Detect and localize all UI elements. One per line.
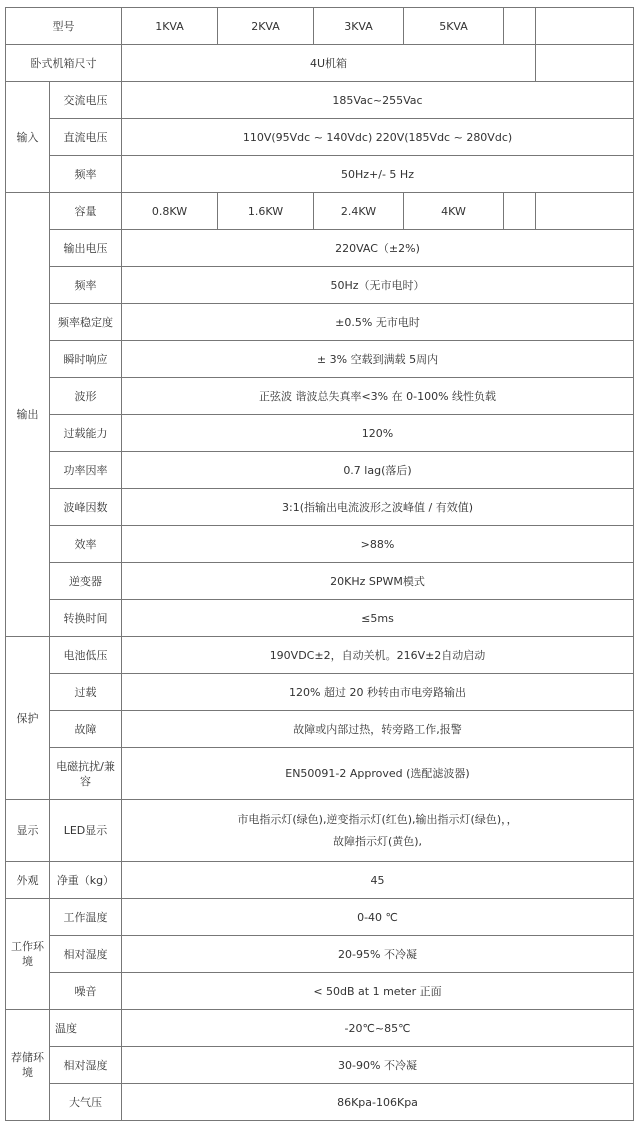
table-row bbox=[6, 800, 634, 862]
table-row bbox=[6, 230, 634, 267]
output-row-label: 频率稳定度 bbox=[50, 304, 122, 341]
protection-row-label: 故障 bbox=[50, 711, 122, 748]
output-row-label: 输出电压 bbox=[50, 230, 122, 267]
table-row bbox=[6, 1047, 634, 1084]
output-row-label: 逆变器 bbox=[50, 563, 122, 600]
protection-row-label: 电池低压 bbox=[50, 637, 122, 674]
output-row-value: ±0.5% 无市电时 bbox=[122, 304, 634, 341]
output-row-label: 波形 bbox=[50, 378, 122, 415]
table-row bbox=[6, 267, 634, 304]
input-ac-voltage-value: 185Vac~255Vac bbox=[122, 82, 634, 119]
output-row-label: 频率 bbox=[50, 267, 122, 304]
table-row bbox=[6, 378, 634, 415]
table-row bbox=[6, 193, 634, 230]
led-display-line-1: 市电指示灯(绿色),逆变指示灯(红色),输出指示灯(绿色)，， bbox=[237, 812, 518, 826]
output-row-label: 效率 bbox=[50, 526, 122, 563]
led-display-value bbox=[122, 800, 634, 862]
storage-row-label: 温度 bbox=[50, 1010, 122, 1047]
storage-row-label: 相对湿度 bbox=[50, 1047, 122, 1084]
input-dc-voltage-value: 110V(95Vdc ~ 140Vdc) 220V(185Vdc ~ 280Vdc) bbox=[122, 119, 634, 156]
table-row bbox=[6, 973, 634, 1010]
table-row bbox=[6, 415, 634, 452]
output-row-label: 波峰因数 bbox=[50, 489, 122, 526]
table-row bbox=[6, 563, 634, 600]
table-row bbox=[6, 341, 634, 378]
output-row-value: 220VAC（±2%) bbox=[122, 230, 634, 267]
output-row-label: 转换时间 bbox=[50, 600, 122, 637]
model-2kva: 2KVA bbox=[218, 8, 314, 45]
table-row bbox=[6, 304, 634, 341]
model-header-label: 型号 bbox=[6, 8, 122, 45]
model-5kva: 5KVA bbox=[404, 8, 504, 45]
output-row-value: 3:1(指输出电流波形之波峰值 / 有效值) bbox=[122, 489, 634, 526]
storage-row-value: 86Kpa-106Kpa bbox=[122, 1084, 634, 1121]
protection-row-value: EN50091-2 Approved (选配滤波器) bbox=[122, 748, 634, 800]
capacity-4: 4KW bbox=[404, 193, 504, 230]
output-row-label: 过载能力 bbox=[50, 415, 122, 452]
table-row bbox=[6, 1084, 634, 1121]
table-row bbox=[6, 82, 634, 119]
table-row bbox=[6, 899, 634, 936]
empty-cell bbox=[536, 8, 634, 45]
table-row bbox=[6, 748, 634, 800]
output-row-label: 功率因率 bbox=[50, 452, 122, 489]
net-weight-label: 净重（kg） bbox=[50, 862, 122, 899]
protection-row-label: 电磁抗扰/兼容 bbox=[50, 748, 122, 800]
table-row bbox=[6, 600, 634, 637]
table-row bbox=[6, 452, 634, 489]
protection-row-label: 过载 bbox=[50, 674, 122, 711]
display-section-label: 显示 bbox=[6, 800, 50, 862]
output-row-value: 120% bbox=[122, 415, 634, 452]
protection-row-value: 120% 超过 20 秒转由市电旁路输出 bbox=[122, 674, 634, 711]
input-frequency-label: 频率 bbox=[50, 156, 122, 193]
table-row bbox=[6, 1010, 634, 1047]
storage-row-value: 30-90% 不冷凝 bbox=[122, 1047, 634, 1084]
chassis-value: 4U机箱 bbox=[122, 45, 536, 82]
output-section-label: 输出 bbox=[6, 193, 50, 637]
net-weight-value: 45 bbox=[122, 862, 634, 899]
output-row-value: 正弦波 谐波总失真率<3% 在 0-100% 线性负载 bbox=[122, 378, 634, 415]
input-dc-voltage-label: 直流电压 bbox=[50, 119, 122, 156]
output-row-value: 50Hz（无市电时） bbox=[122, 267, 634, 304]
spec-table bbox=[5, 7, 634, 1121]
storage-row-label: 大气压 bbox=[50, 1084, 122, 1121]
table-row bbox=[6, 489, 634, 526]
output-row-value: ± 3% 空载到满载 5周内 bbox=[122, 341, 634, 378]
capacity-2: 1.6KW bbox=[218, 193, 314, 230]
environment-row-label: 噪音 bbox=[50, 973, 122, 1010]
input-frequency-value: 50Hz+/- 5 Hz bbox=[122, 156, 634, 193]
table-row bbox=[6, 674, 634, 711]
capacity-1: 0.8KW bbox=[122, 193, 218, 230]
output-row-label: 瞬时响应 bbox=[50, 341, 122, 378]
empty-cell bbox=[536, 45, 634, 82]
output-row-value: 0.7 lag(落后) bbox=[122, 452, 634, 489]
chassis-label: 卧式机箱尺寸 bbox=[6, 45, 122, 82]
led-display-line-2: 故障指示灯(黄色), bbox=[332, 834, 423, 848]
environment-row-value: 20-95% 不冷凝 bbox=[122, 936, 634, 973]
storage-section-label: 荐储环境 bbox=[6, 1010, 50, 1121]
table-row bbox=[6, 637, 634, 674]
storage-row-value: -20℃~85℃ bbox=[122, 1010, 634, 1047]
environment-row-value: < 50dB at 1 meter 正面 bbox=[122, 973, 634, 1010]
model-3kva: 3KVA bbox=[314, 8, 404, 45]
table-row bbox=[6, 862, 634, 899]
table-row bbox=[6, 711, 634, 748]
environment-row-label: 工作温度 bbox=[50, 899, 122, 936]
table-row bbox=[6, 45, 634, 82]
environment-row-value: 0-40 ℃ bbox=[122, 899, 634, 936]
capacity-3: 2.4KW bbox=[314, 193, 404, 230]
table-row bbox=[6, 119, 634, 156]
empty-cell bbox=[536, 193, 634, 230]
environment-row-label: 相对湿度 bbox=[50, 936, 122, 973]
output-row-value: >88% bbox=[122, 526, 634, 563]
table-row bbox=[6, 526, 634, 563]
table-row bbox=[6, 936, 634, 973]
protection-section-label: 保护 bbox=[6, 637, 50, 800]
appearance-section-label: 外观 bbox=[6, 862, 50, 899]
protection-row-value: 故障或内部过热，转旁路工作,报警 bbox=[122, 711, 634, 748]
table-row bbox=[6, 8, 634, 45]
input-ac-voltage-label: 交流电压 bbox=[50, 82, 122, 119]
spec-table-container bbox=[5, 7, 633, 1121]
led-display-label: LED显示 bbox=[50, 800, 122, 862]
output-row-value: 20KHz SPWM模式 bbox=[122, 563, 634, 600]
protection-row-value: 190VDC±2，自动关机。216V±2自动启动 bbox=[122, 637, 634, 674]
model-1kva: 1KVA bbox=[122, 8, 218, 45]
output-capacity-label: 容量 bbox=[50, 193, 122, 230]
environment-section-label: 工作环境 bbox=[6, 899, 50, 1010]
table-row bbox=[6, 156, 634, 193]
input-section-label: 输入 bbox=[6, 82, 50, 193]
empty-cell bbox=[504, 8, 536, 45]
empty-cell bbox=[504, 193, 536, 230]
output-row-value: ≤5ms bbox=[122, 600, 634, 637]
